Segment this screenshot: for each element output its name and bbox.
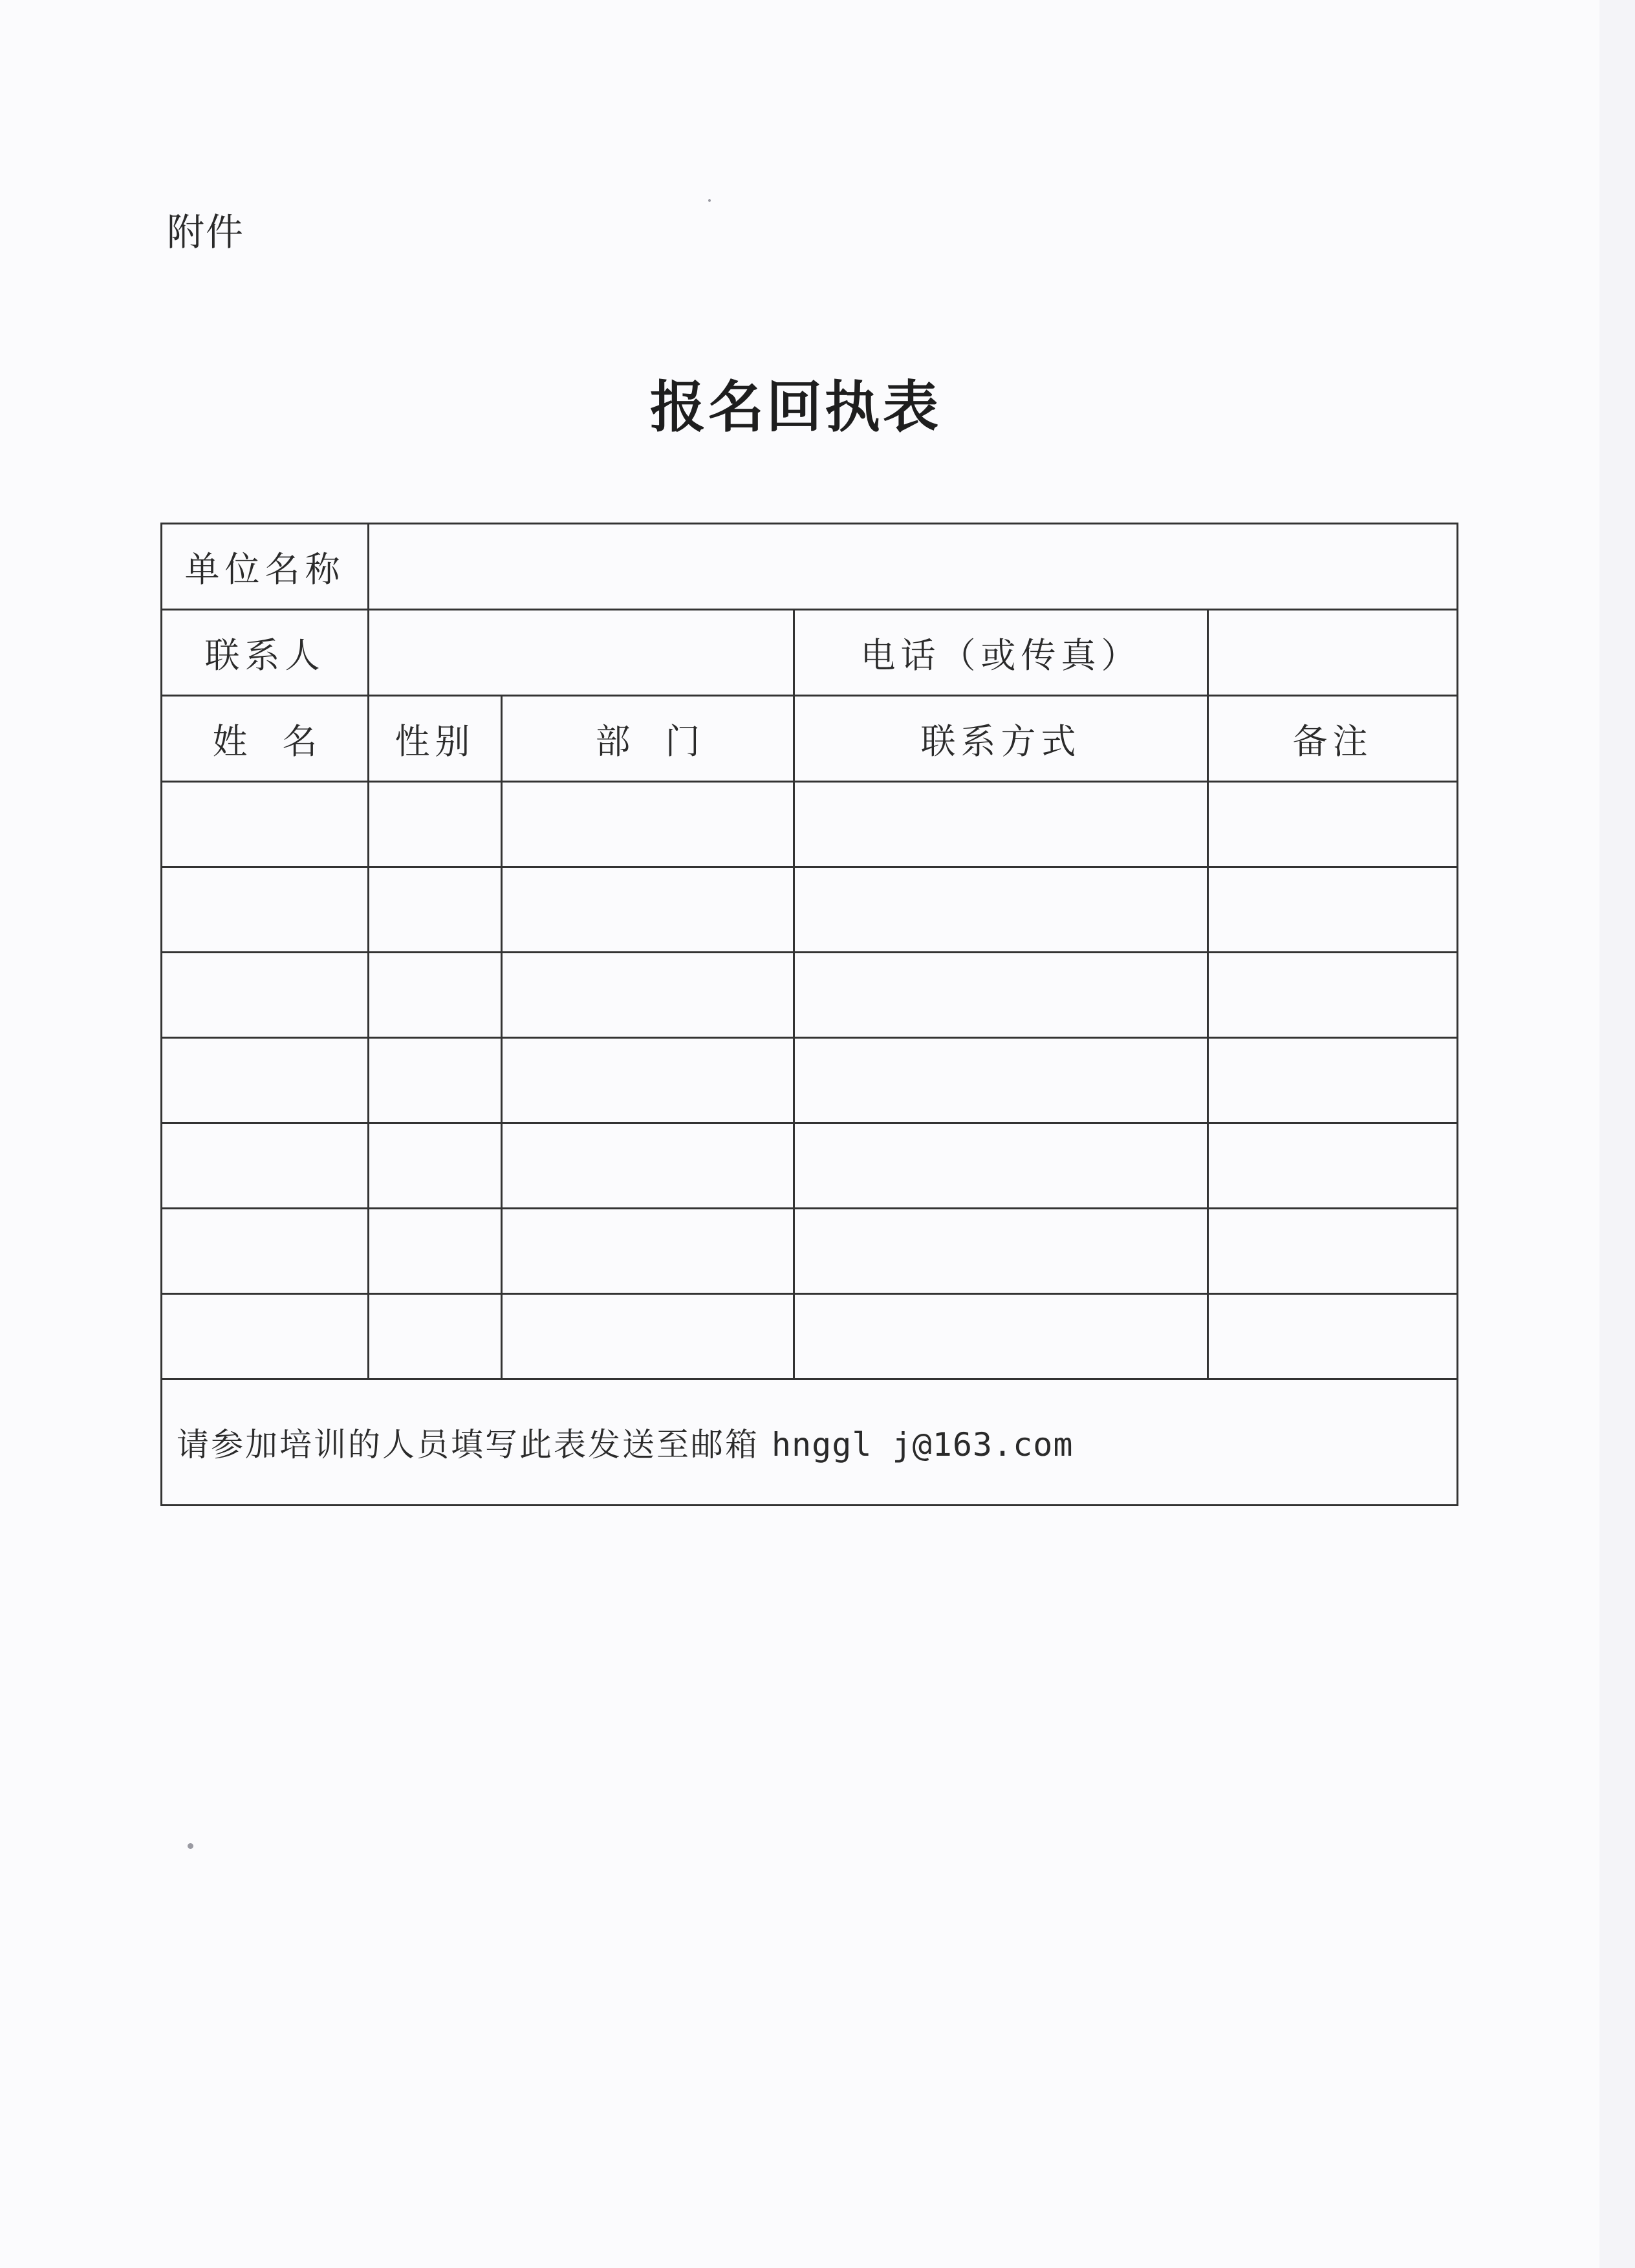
scan-speck [708, 199, 711, 202]
contact-row [162, 610, 1458, 696]
gender-cell[interactable] [369, 1038, 502, 1123]
contact-method-cell[interactable] [794, 1209, 1208, 1294]
contact-field[interactable] [369, 610, 794, 696]
remarks-cell[interactable] [1208, 782, 1458, 867]
gender-cell[interactable] [369, 782, 502, 867]
remarks-cell[interactable] [1208, 1038, 1458, 1123]
registration-form-table [160, 523, 1458, 1506]
gender-cell[interactable] [369, 1209, 502, 1294]
table-row [162, 782, 1458, 867]
department-cell[interactable] [502, 1123, 794, 1209]
submission-note-text: 请参加培训的人员填写此表发送至邮箱 [177, 1426, 759, 1463]
name-cell[interactable] [162, 953, 369, 1038]
table-row [162, 1123, 1458, 1209]
column-header-remarks: 备注 [1208, 696, 1458, 782]
name-cell[interactable] [162, 782, 369, 867]
remarks-cell[interactable] [1208, 1123, 1458, 1209]
name-cell[interactable] [162, 1038, 369, 1123]
table-row [162, 953, 1458, 1038]
contact-method-cell[interactable] [794, 1038, 1208, 1123]
column-header-gender: 性别 [369, 696, 502, 782]
gender-cell[interactable] [369, 953, 502, 1038]
contact-method-cell[interactable] [794, 867, 1208, 953]
page-edge-shadow [1599, 0, 1635, 2268]
department-cell[interactable] [502, 1038, 794, 1123]
remarks-cell[interactable] [1208, 953, 1458, 1038]
remarks-cell[interactable] [1208, 867, 1458, 953]
contact-method-cell[interactable] [794, 1294, 1208, 1379]
submission-note [162, 1379, 1458, 1506]
department-cell[interactable] [502, 1294, 794, 1379]
gender-cell[interactable] [369, 1294, 502, 1379]
contact-method-cell[interactable] [794, 953, 1208, 1038]
contact-method-cell[interactable] [794, 1123, 1208, 1209]
phone-field[interactable] [1208, 610, 1458, 696]
contact-label: 联系人 [162, 610, 369, 696]
submission-email[interactable]: hnggl j@163.com [771, 1426, 1074, 1463]
submission-note-row [162, 1379, 1458, 1506]
gender-cell[interactable] [369, 1123, 502, 1209]
name-cell[interactable] [162, 1294, 369, 1379]
name-cell[interactable] [162, 1209, 369, 1294]
unit-name-label: 单位名称 [162, 524, 369, 610]
column-header-department: 部 门 [502, 696, 794, 782]
page-title: 报名回执表 [650, 375, 941, 440]
name-cell[interactable] [162, 1123, 369, 1209]
contact-method-cell[interactable] [794, 782, 1208, 867]
table-row [162, 1294, 1458, 1379]
table-row [162, 1038, 1458, 1123]
department-cell[interactable] [502, 1209, 794, 1294]
table-row [162, 1209, 1458, 1294]
remarks-cell[interactable] [1208, 1294, 1458, 1379]
column-header-row [162, 696, 1458, 782]
phone-label: 电话（或传真） [794, 610, 1208, 696]
department-cell[interactable] [502, 782, 794, 867]
remarks-cell[interactable] [1208, 1209, 1458, 1294]
table-row [162, 867, 1458, 953]
column-header-contact-method: 联系方式 [794, 696, 1208, 782]
scan-speck [188, 1843, 193, 1849]
gender-cell[interactable] [369, 867, 502, 953]
unit-name-field[interactable] [369, 524, 1458, 610]
unit-name-row [162, 524, 1458, 610]
attachment-label: 附件 [167, 210, 245, 254]
department-cell[interactable] [502, 867, 794, 953]
department-cell[interactable] [502, 953, 794, 1038]
column-header-name: 姓 名 [162, 696, 369, 782]
name-cell[interactable] [162, 867, 369, 953]
